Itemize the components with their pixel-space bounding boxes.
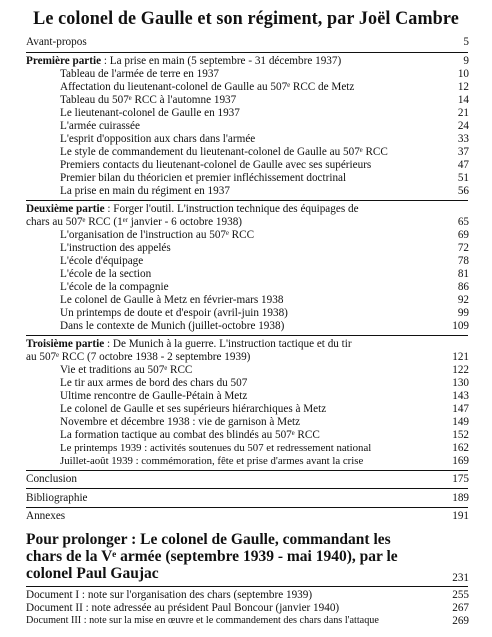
toc-entry <box>0 281 492 293</box>
entry-page: 10 <box>457 68 469 80</box>
entry-page: 99 <box>457 307 469 319</box>
divider <box>26 586 468 587</box>
toc-entry <box>0 403 492 415</box>
toc-part-heading <box>0 55 492 67</box>
entry-page: 109 <box>452 320 469 332</box>
entry-label: Le colonel de Gaulle et ses supérieurs hiérarchiques à Metz <box>60 403 327 415</box>
entry-page: 5 <box>463 36 469 48</box>
divider <box>26 200 468 201</box>
toc-entry <box>0 455 492 467</box>
part-heading-title: : De Munich à la guerre. L'instruction tactique et du tir <box>106 338 352 350</box>
toc-entry <box>0 81 492 93</box>
toc-entry <box>0 320 492 332</box>
entry-label: Document I : note sur l'organisation des chars (septembre 1939) <box>26 589 313 601</box>
page-title: Le colonel de Gaulle et son régiment, par Joël Cambre <box>33 8 459 29</box>
toc-entry <box>0 294 492 306</box>
entry-page: 72 <box>457 242 469 254</box>
prolonger-page-line <box>0 569 492 584</box>
part-heading-title: : Forger l'outil. L'instruction technique des équipages de <box>107 203 359 215</box>
toc-entry <box>0 307 492 319</box>
toc-entry <box>0 255 492 267</box>
entry-label: Vie et traditions au 507ᵉ RCC <box>60 364 193 376</box>
entry-label: Annexes <box>26 510 66 522</box>
toc-entry <box>0 442 492 454</box>
entry-page: 191 <box>452 510 469 522</box>
entry-label: Dans le contexte de Munich (juillet-octobre 1938) <box>60 320 285 332</box>
divider <box>26 470 468 471</box>
entry-label: Ultime rencontre de Gaulle-Pétain à Metz <box>60 390 248 402</box>
entry-label: L'organisation de l'instruction au 507ᵉ RCC <box>60 229 255 241</box>
toc-entry <box>0 242 492 254</box>
entry-label: L'instruction des appelés <box>60 242 171 254</box>
entry-label: Le colonel de Gaulle à Metz en février-mars 1938 <box>60 294 284 306</box>
entry-label: Le lieutenant-colonel de Gaulle en 1937 <box>60 107 240 119</box>
toc-entry-conclusion <box>0 473 492 485</box>
part-heading-label: Deuxième partie <box>26 203 105 215</box>
entry-label: Un printemps de doute et d'espoir (avril-juin 1938) <box>60 307 288 319</box>
entry-page: 65 <box>457 216 469 228</box>
entry-label: Novembre et décembre 1938 : vie de garnison à Metz <box>60 416 301 428</box>
entry-label: Avant-propos <box>26 36 87 48</box>
toc-entry <box>0 268 492 280</box>
entry-label: La prise en main du régiment en 1937 <box>60 185 230 197</box>
entry-page: 14 <box>457 94 469 106</box>
entry-label: Conclusion <box>26 473 77 485</box>
toc-document <box>0 602 492 614</box>
entry-label: Premier bilan du théoricien et premier infléchissement doctrinal <box>60 172 347 184</box>
toc-entry <box>0 364 492 376</box>
toc-entry-annexes <box>0 510 492 522</box>
prolonger-heading-line1: Pour prolonger : Le colonel de Gaulle, commandant les <box>26 531 391 548</box>
entry-label: L'école de la section <box>60 268 152 280</box>
divider <box>26 335 468 336</box>
toc-document <box>0 589 492 601</box>
toc-entry <box>0 159 492 171</box>
entry-page: 121 <box>452 351 469 363</box>
entry-label: Le style de commandement du lieutenant-colonel de Gaulle au 507ᵉ RCC <box>60 146 388 158</box>
entry-page: 269 <box>452 615 469 627</box>
entry-page: 92 <box>457 294 469 306</box>
toc-part-heading <box>0 203 492 215</box>
entry-page: 47 <box>457 159 469 171</box>
entry-label: Le printemps 1939 : activités soutenues du 507 et redressement national <box>60 442 372 454</box>
entry-label: Bibliographie <box>26 492 88 504</box>
toc-entry <box>0 107 492 119</box>
toc-entry <box>0 120 492 132</box>
entry-page: 122 <box>452 364 469 376</box>
entry-page: 255 <box>452 589 469 601</box>
toc-entry <box>0 429 492 441</box>
entry-label: Document III : note sur la mise en œuvre et le commandement des chars dans l'attaque <box>26 615 379 626</box>
toc-document <box>0 615 492 627</box>
toc-entry <box>0 172 492 184</box>
entry-page: 37 <box>457 146 469 158</box>
part-heading-label: Première partie <box>26 55 102 67</box>
entry-label: L'école d'équipage <box>60 255 144 267</box>
entry-page: 12 <box>457 81 469 93</box>
entry-page: 78 <box>457 255 469 267</box>
entry-page: 9 <box>463 55 469 67</box>
entry-page: 33 <box>457 133 469 145</box>
toc-part-heading-line2 <box>0 351 492 363</box>
toc-entry <box>0 68 492 80</box>
toc-entry <box>0 185 492 197</box>
toc-entry <box>0 390 492 402</box>
entry-page: 152 <box>452 429 469 441</box>
toc-entry <box>0 133 492 145</box>
entry-page: 56 <box>457 185 469 197</box>
entry-label: Affectation du lieutenant-colonel de Gaulle au 507ᵉ RCC de Metz <box>60 81 355 93</box>
entry-page: 51 <box>457 172 469 184</box>
entry-page: 169 <box>452 455 469 467</box>
entry-label: Juillet-août 1939 : commémoration, fête et prise d'armes avant la crise <box>60 455 364 467</box>
toc-entry <box>0 377 492 389</box>
divider <box>26 507 468 508</box>
part-heading-title: : La prise en main (5 septembre - 31 décembre 1937) <box>103 55 342 67</box>
entry-page: 86 <box>457 281 469 293</box>
entry-page: 267 <box>452 602 469 614</box>
entry-page: 162 <box>452 442 469 454</box>
toc-entry <box>0 94 492 106</box>
divider <box>26 488 468 489</box>
toc-entry <box>0 146 492 158</box>
entry-page: 175 <box>452 473 469 485</box>
entry-label: L'esprit d'opposition aux chars dans l'armée <box>60 133 256 145</box>
entry-page: 24 <box>457 120 469 132</box>
entry-page: 231 <box>452 572 469 584</box>
part-heading-title: au 507ᵉ RCC (7 octobre 1938 - 2 septembre 1939) <box>26 351 251 363</box>
entry-page: 130 <box>452 377 469 389</box>
prolonger-heading-line2: chars de la Vᵉ armée (septembre 1939 - mai 1940), par le <box>26 548 398 565</box>
entry-label: L'école de la compagnie <box>60 281 169 293</box>
part-heading-title: chars au 507ᵉ RCC (1ᵉʳ janvier - 6 octobre 1938) <box>26 216 243 228</box>
part-heading-label: Troisième partie <box>26 338 105 350</box>
entry-label: L'armée cuirassée <box>60 120 140 132</box>
entry-label: Tableau du 507ᵉ RCC à l'automne 1937 <box>60 94 237 106</box>
entry-label: Tableau de l'armée de terre en 1937 <box>60 68 220 80</box>
entry-label: Document II : note adressée au président Paul Boncour (janvier 1940) <box>26 602 340 614</box>
entry-label: Premiers contacts du lieutenant-colonel de Gaulle avec ses supérieurs <box>60 159 372 171</box>
entry-page: 189 <box>452 492 469 504</box>
entry-page: 147 <box>452 403 469 415</box>
divider <box>26 52 468 53</box>
toc-entry-avant-propos <box>0 36 492 48</box>
entry-label: Le tir aux armes de bord des chars du 507 <box>60 377 248 389</box>
toc-entry-bibliographie <box>0 492 492 504</box>
prolonger-author: colonel Paul Gaujac <box>26 565 159 582</box>
entry-page: 81 <box>457 268 469 280</box>
entry-page: 149 <box>452 416 469 428</box>
entry-page: 21 <box>457 107 469 119</box>
toc-entry <box>0 229 492 241</box>
toc-part-heading-line2 <box>0 216 492 228</box>
toc-entry <box>0 416 492 428</box>
entry-page: 143 <box>452 390 469 402</box>
entry-page: 69 <box>457 229 469 241</box>
entry-label: La formation tactique au combat des blindés au 507ᵉ RCC <box>60 429 320 441</box>
toc-part-heading <box>0 338 492 350</box>
